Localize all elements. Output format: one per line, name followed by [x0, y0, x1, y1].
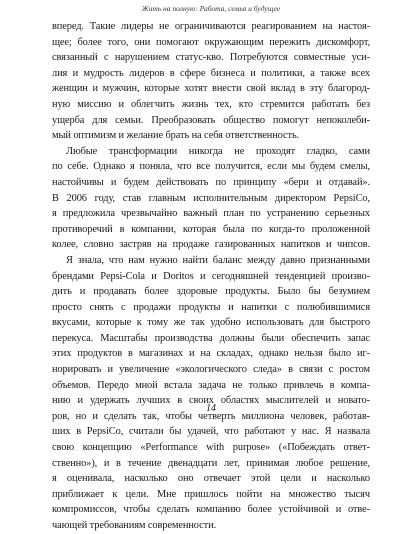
text-line: настойчивы и будем действовать по принципу «бери и отдавай». [52, 176, 370, 188]
text-line: вперед. Такие лидеры не ограничиваются реагированием на настоя- [52, 21, 370, 32]
text-line: я оценивала, насколько оно отвечает этой цели и насколько [52, 473, 370, 485]
text-line: В 2006 году, став главным исполнительным директором PepsiCo, [52, 192, 370, 204]
body-text [52, 19, 370, 534]
text-line: женщин и мужчин, которые хотят внести свой вклад в эту благород- [52, 83, 370, 95]
text-line: щее; более того, они помогают окружающим пережить дискомфорт, [52, 36, 370, 48]
text-line: приближает к цели. Мне пришлось пойти на множество тысяч [52, 488, 370, 500]
text-line: лия и мудрость лидеров в сфере бизнеса и политики, а также всех [52, 67, 370, 79]
text-line: колее, словно застряв на продаже газированных напитков и чипсов. [52, 239, 370, 251]
book-page [52, 4, 370, 531]
text-line: по себе. Однако я поняла, что все получится, если мы будем смелы, [52, 161, 370, 173]
paragraph-1 [52, 19, 370, 144]
text-line: дить и продавать более здоровые продукты. Было бы безумием [52, 286, 370, 298]
page-number: 14 [206, 403, 216, 414]
paragraph-2 [52, 144, 370, 534]
text-line: объемов. Передо мной встала задача не только привлечь в компа- [52, 379, 370, 391]
text-line: брендами Pepsi-Cola и Doritos и сегодняшней тенденцией произво- [52, 270, 370, 282]
text-line: чающей требованиям современности. [52, 520, 217, 531]
text-line: противоречий в компании, которая была по когда-то проложенной [52, 223, 370, 235]
text-line: ших в PepsiCo, считали бы удачей, что работают у нас. Я назвала [52, 426, 370, 438]
text-line: ную миссию и облегчить жизнь тех, кто стремится работать без [52, 98, 370, 110]
text-line: просто снять с продажи продукты и напитки с полюбившимися [52, 301, 370, 313]
text-line: я предложила чрезвычайно важный план по устранению серьезных [52, 208, 370, 220]
text-line: связанный с нарушением статус-кво. Потребуются совместные уси- [52, 52, 370, 64]
text-line: Любые трансформации никогда не проходят гладко, сами [66, 145, 370, 157]
running-header: Жить на полную: Работа, семья и будущее [141, 4, 281, 13]
text-line: норировать и увеличение «экологического следа» в связи с ростом [52, 364, 370, 376]
text-line: мый оптимизм и желание брать на себя ответственность. [52, 130, 300, 142]
text-line: вкусами, которые к тому же так удобно использовать для быстрого [52, 317, 370, 329]
text-line: этих продуктов в магазинах и на складах, однако нельзя было иг- [52, 348, 370, 360]
text-line: свою концепцию «Performance with purpose» («Побеждать ответ- [52, 442, 370, 454]
text-line: перекуса. Масштабы производства должны были обеспечить запас [52, 332, 370, 344]
text-line: ственно»), и в течение двенадцати лет, принимая любое решение, [52, 457, 370, 469]
text-line: нию и удержать лучших в своих областях мыслителей и новато- [52, 395, 370, 407]
text-line: ров, но и сделать так, чтобы четверть миллиона человек, работав- [52, 410, 370, 422]
text-line: Я знала, что нам нужно найти баланс между давно признанными [66, 254, 370, 266]
text-line: ущерба для семьи. Преобразовать общество помогут непоколеби- [52, 114, 370, 126]
text-line: компромиссов, чтобы сделать компанию более устойчивой и отве- [52, 504, 370, 516]
